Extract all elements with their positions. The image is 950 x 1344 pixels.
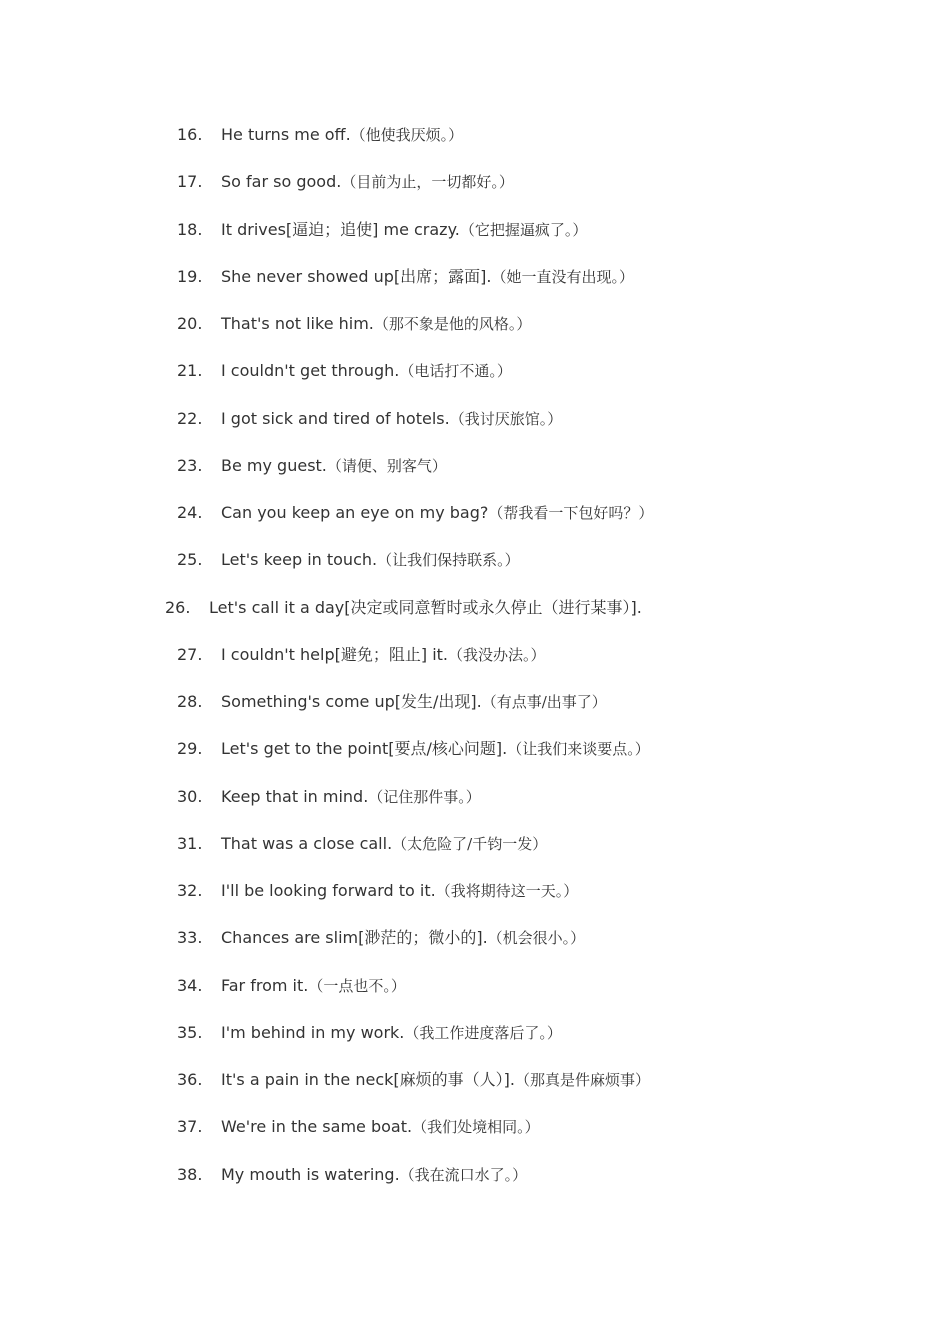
chinese-translation: （我在流口水了。） [399,1165,528,1184]
item-number: 38. [177,1164,203,1184]
item-text [221,118,463,152]
chinese-translation: （它把握逼疯了。） [459,220,588,239]
chinese-translation: （让我们保持联系。） [377,551,520,570]
item-number: 27. [177,644,203,664]
item-number: 18. [177,219,203,239]
item-number: 35. [177,1022,203,1042]
english-phrase: It drives[逼迫；追使] me crazy. [221,219,460,239]
item-number: 31. [177,833,203,853]
item-number: 32. [177,881,203,900]
item-text [221,543,520,577]
item-number: 17. [177,172,203,192]
item-text [221,1016,562,1050]
item-number: 30. [177,786,203,806]
list-item [0,1016,950,1063]
item-text [221,638,546,672]
english-phrase: Let's keep in touch. [221,550,378,570]
item-text [221,165,514,199]
list-item [0,591,950,638]
chinese-translation: （我们处境相同。） [412,1118,540,1137]
item-text [221,921,585,955]
item-number: 21. [177,361,203,381]
list-item [0,1158,950,1205]
chinese-translation: （我将期待这一天。） [435,882,579,900]
item-number: 34. [177,975,203,995]
english-phrase: Let's call it a day[决定或同意暂时或永久停止（进行某事）]. [209,597,642,617]
list-item [0,307,950,354]
english-phrase: Be my guest. [221,455,327,475]
english-phrase: Can you keep an eye on my bag? [221,503,489,522]
chinese-translation: （目前为止，一切都好。） [341,173,514,192]
item-text [221,969,406,1003]
item-text [221,307,531,341]
chinese-translation: （她一直没有出现。） [491,267,635,286]
list-item [0,402,950,449]
english-phrase: She never showed up[出席；露面]. [221,266,492,286]
item-text [221,1110,540,1144]
list-item [0,213,950,260]
item-number: 28. [177,692,203,711]
english-phrase: We're in the same boat. [221,1117,413,1137]
item-number: 22. [177,408,203,428]
english-phrase: So far so good. [221,172,342,192]
english-phrase: Chances are slim[渺茫的；微小的]. [221,928,488,948]
chinese-translation: （他使我厌烦。） [350,126,464,144]
list-item [0,780,950,827]
list-item [0,449,950,496]
item-number: 37. [177,1117,203,1137]
chinese-translation: （有点事/出事了） [481,693,607,711]
item-number: 26. [165,597,191,617]
item-number: 19. [177,266,203,286]
item-text [221,449,447,483]
english-phrase: Let's get to the point[要点/核心问题]. [221,739,508,759]
item-text [221,1063,650,1097]
chinese-translation: （机会很小。） [487,929,586,948]
chinese-translation: （一点也不。） [308,976,406,995]
list-item [0,354,950,401]
chinese-translation: （电话打不通。） [399,362,512,381]
chinese-translation: （我讨厌旅馆。） [449,409,563,428]
item-text [221,496,653,530]
english-phrase: My mouth is watering. [221,1164,400,1184]
chinese-translation: （请便、别客气） [326,456,447,475]
chinese-translation: （帮我看一下包好吗？） [488,504,654,522]
english-phrase: I'm behind in my work. [221,1022,405,1042]
item-number: 16. [177,125,203,144]
item-number: 24. [177,503,203,522]
chinese-translation: （我没办法。） [448,645,546,664]
item-text [221,402,562,436]
list-item [0,118,950,165]
item-number: 36. [177,1070,203,1089]
item-number: 25. [177,550,203,570]
chinese-translation: （太危险了/千钧一发） [392,834,548,853]
list-item [0,732,950,779]
list-item [0,496,950,543]
list-item [0,874,950,921]
item-text [221,874,578,908]
list-item [0,1110,950,1157]
chinese-translation: （那真是件麻烦事） [514,1071,650,1089]
english-phrase: That was a close call. [221,833,393,853]
item-number: 23. [177,455,203,475]
chinese-translation: （记住那件事。） [368,787,481,806]
list-item [0,827,950,874]
chinese-translation: （让我们来谈要点。） [507,740,650,759]
english-phrase: I'll be looking forward to it. [221,881,436,900]
item-text [221,1158,527,1192]
item-text [221,260,634,294]
list-item [0,165,950,212]
item-text [221,213,587,247]
english-phrase: It's a pain in the neck[麻烦的事（人）]. [221,1070,515,1089]
item-text [221,732,650,766]
list-item [0,543,950,590]
chinese-translation: （我工作进度落后了。） [404,1023,562,1042]
item-text [221,354,512,388]
list-item [0,685,950,732]
item-text [221,827,547,861]
phrase-list [0,118,950,1205]
item-number: 20. [177,314,203,333]
chinese-translation: （那不象是他的风格。） [373,315,532,333]
english-phrase: I couldn't get through. [221,361,400,381]
english-phrase: Far from it. [221,975,309,995]
english-phrase: I got sick and tired of hotels. [221,408,450,428]
item-text [209,591,642,625]
item-number: 29. [177,739,203,759]
english-phrase: I couldn't help[避免；阻止] it. [221,644,448,664]
english-phrase: He turns me off. [221,125,351,144]
english-phrase: That's not like him. [221,314,374,333]
list-item [0,260,950,307]
list-item [0,921,950,968]
list-item [0,969,950,1016]
item-number: 33. [177,928,203,948]
list-item [0,1063,950,1110]
english-phrase: Something's come up[发生/出现]. [221,692,482,711]
item-text [221,685,607,719]
english-phrase: Keep that in mind. [221,786,369,806]
list-item [0,638,950,685]
item-text [221,780,481,814]
